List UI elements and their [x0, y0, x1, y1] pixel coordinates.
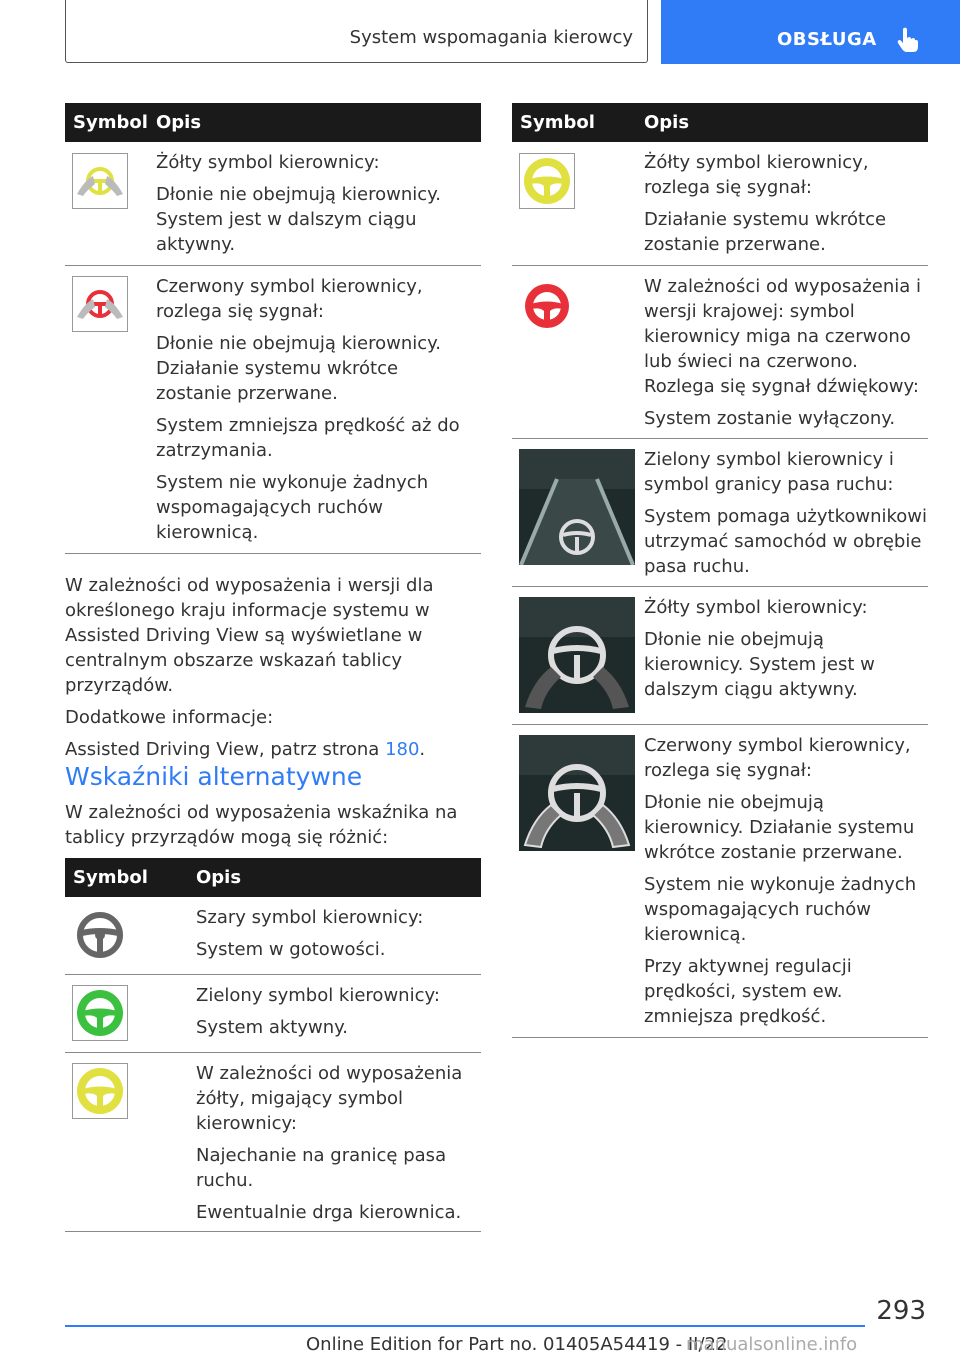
description-line: Żółty symbol kierownicy:: [156, 152, 380, 173]
header-frame: [65, 0, 648, 63]
paragraph-text: Assisted Driving View, patrz strona: [65, 739, 386, 760]
paragraph: W zależności od wyposażenia wskaźnika na tablicy przyrządów mogą się różnić:: [65, 802, 458, 848]
dark-wheel-hands-alert-icon: [519, 735, 635, 851]
paragraph: [65, 737, 485, 762]
table-row: [512, 142, 928, 266]
column-header-symbol: Symbol: [520, 112, 595, 133]
table-row: [65, 1053, 481, 1232]
table-header: [512, 103, 928, 142]
description-line: System aktywny.: [196, 1017, 348, 1038]
row-description: [196, 983, 478, 1047]
red-wheel-icon: [519, 278, 575, 334]
row-description: [644, 447, 928, 586]
description-line: System nie wykonuje żadnych wspomagających ruchów kierownicą.: [156, 472, 429, 543]
row-description: [156, 150, 478, 264]
table-row: [65, 897, 481, 975]
gray-wheel-icon: [72, 907, 128, 963]
edition-text: Online Edition for Part no. 01405A54419 - II/22: [306, 1334, 728, 1355]
row-description: [644, 274, 928, 438]
table-right: [512, 103, 928, 1038]
table-row: [512, 587, 928, 725]
description-line: Żółty symbol kierownicy:: [644, 597, 868, 618]
footer-divider: [65, 1325, 865, 1327]
table-row: [512, 439, 928, 587]
table-header: [65, 103, 481, 142]
row-description: [196, 1061, 478, 1232]
row-description: [644, 150, 928, 264]
description-line: Ewentualnie drga kierownica.: [196, 1202, 462, 1223]
red-wheel-hands-icon: [72, 276, 128, 332]
description-line: Czerwony symbol kierownicy, rozlega się sygnał:: [156, 276, 423, 322]
chapter-title: System wspomagania kierowcy: [349, 27, 633, 48]
table-header: [65, 858, 481, 897]
row-description: [644, 733, 928, 1036]
description-line: Najechanie na granicę pasa ruchu.: [196, 1145, 447, 1191]
row-description: [196, 905, 478, 969]
page-number: 293: [876, 1296, 926, 1326]
section-tab-label: OBSŁUGA: [777, 29, 877, 50]
description-line: Szary symbol kierownicy:: [196, 907, 424, 928]
column-header-description: Opis: [644, 112, 690, 133]
paragraph: W zależności od wyposażenia i wersji dla określonego kraju informacje systemu w Assisted Driving View są wyświetlane w centralnym obszarze wskazań tablicy przyrządów.: [65, 575, 434, 696]
yellow-wheel-icon: [519, 153, 575, 209]
yellow-wheel-hands-icon: [72, 153, 128, 209]
description-line: W zależności od wyposażenia i wersji krajowej: symbol kierownicy miga na czerwono lub świeci na czerwono. Rozlega się sygnał dźwiękowy:: [644, 276, 922, 397]
description-line: System zostanie wyłączony.: [644, 408, 896, 429]
section-tab[interactable]: [661, 0, 960, 64]
column-header-description: Opis: [156, 112, 202, 133]
section-heading: Wskaźniki alternatywne: [65, 762, 363, 791]
page-link[interactable]: 180: [385, 739, 420, 760]
table-row: [65, 142, 481, 266]
description-line: Żółty symbol kierownicy, rozlega się sygnał:: [644, 152, 869, 198]
description-line: Dłonie nie obejmują kierownicy. Działanie systemu wkrótce zostanie przerwane.: [644, 792, 915, 863]
description-line: System zmniejsza prędkość aż do zatrzymania.: [156, 415, 460, 461]
description-line: System nie wykonuje żadnych wspomagających ruchów kierownicą.: [644, 874, 917, 945]
row-description: [156, 274, 478, 552]
description-line: Dłonie nie obejmują kierownicy. System jest w dalszym ciągu aktywny.: [156, 184, 441, 255]
watermark: manualsonline.info: [686, 1334, 858, 1355]
dark-wheel-hands-icon: [519, 597, 635, 713]
green-wheel-lane-icon: [519, 449, 635, 565]
column-header-symbol: Symbol: [73, 867, 148, 888]
description-line: Działanie systemu wkrótce zostanie przerwane.: [644, 209, 887, 255]
description-line: Dłonie nie obejmują kierownicy. Działanie systemu wkrótce zostanie przerwane.: [156, 333, 441, 404]
section-intro: [65, 800, 485, 857]
table-row: [65, 975, 481, 1053]
row-description: [644, 595, 928, 709]
paragraph-text: .: [419, 739, 426, 760]
table-row: [512, 266, 928, 439]
column-header-description: Opis: [196, 867, 242, 888]
description-line: Czerwony symbol kierownicy, rozlega się sygnał:: [644, 735, 911, 781]
paragraph: Dodatkowe informacje:: [65, 707, 274, 728]
table-row: [512, 725, 928, 1038]
description-line: Zielony symbol kierownicy:: [196, 985, 440, 1006]
body-text: [65, 573, 485, 769]
description-line: Przy aktywnej regulacji prędkości, system ew. zmniejsza prędkość.: [644, 956, 852, 1027]
hand-pointer-icon: [897, 27, 919, 53]
description-line: System pomaga użytkownikowi utrzymać samochód w obrębie pasa ruchu.: [644, 506, 928, 577]
description-line: W zależności od wyposażenia żółty, migający symbol kierownicy:: [196, 1063, 463, 1134]
table-row: [65, 266, 481, 554]
green-wheel-icon: [72, 985, 128, 1041]
description-line: Dłonie nie obejmują kierownicy. System jest w dalszym ciągu aktywny.: [644, 629, 875, 700]
table-left-top: [65, 103, 481, 554]
column-header-symbol: Symbol: [73, 112, 148, 133]
description-line: Zielony symbol kierownicy i symbol granicy pasa ruchu:: [644, 449, 894, 495]
description-line: System w gotowości.: [196, 939, 386, 960]
table-left-bottom: [65, 858, 481, 1232]
yellow-wheel-icon: [72, 1063, 128, 1119]
